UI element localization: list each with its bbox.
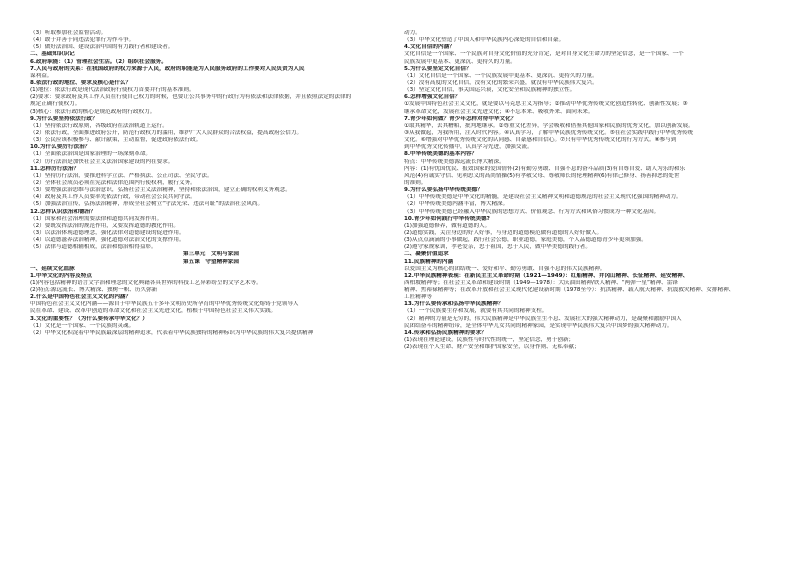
text-line: （1）全面依法治国是国家治理的一场深刻革命。 bbox=[30, 151, 152, 158]
text-line: 工匠精神等 bbox=[404, 294, 432, 301]
heading-line: 9.为什么要坚持依法行政？ bbox=[30, 115, 98, 122]
heading-line: 8.中华传统美德的基本内容？ bbox=[404, 151, 478, 158]
text-line: （2）中华传统美德内涵丰富，博大精深。 bbox=[404, 201, 509, 208]
left-column bbox=[30, 30, 392, 554]
heading-line: 9.为什么要弘扬中华传统美德？ bbox=[404, 187, 483, 194]
heading-line: 4.文化自信的内涵？ bbox=[404, 44, 455, 51]
text-line: （3）公民应该积极参与、献计献策，主动监督，促进政府依法行政。 bbox=[30, 137, 202, 144]
heading-line: 二、凝聚价值追求 bbox=[404, 251, 449, 258]
text-line: (2)要求：要求政府及其工作人员在行使自己权力的时候，也要让公共事务中的行政行为有依法和法律依据，并且依照法定的法律的 bbox=[30, 94, 352, 101]
text-line: 文化。⑥增强对中华优秀传统文化的认同感、自豪感和自信心。⑦只有中华优秀传统文化的行为方式。⑧参与到 bbox=[404, 137, 677, 144]
heading-line: 1.中华文化的内容及特点 bbox=[30, 272, 92, 279]
text-line: (1)内容包括精神的语言文字治和理念的文化典籍各具世界的科技工艺异彩纷呈的文学艺术等。 bbox=[30, 279, 262, 286]
text-line: （3）要增强法治思维与法治意识，弘扬社会主义法治精神，坚持和依法治国，建立正确的权利义务观念。 bbox=[30, 187, 291, 194]
text-line: （3）坚定文化自信，事关国运兴衰，文化安全和民族精神的独立性。 bbox=[404, 87, 576, 94]
text-line: ③从我做起，为我所用，注入时代内容。④认真学习，了解中华民族优秀传统文化。⑤在社会实践中践行中华优秀传统 bbox=[404, 129, 694, 136]
text-line: （2）要既发挥法治的规范作用，又要发挥道德的教化作用。 bbox=[30, 222, 179, 229]
text-line: 民族发展中更基本、更深沉、更持久的力量。 bbox=[404, 58, 516, 65]
heading-line: 10.为什么要厉行法治？ bbox=[30, 144, 91, 151]
text-line: (1)表现在理论建设，民族性与时代性的统一，坚定信念，勇于创新； bbox=[404, 337, 575, 344]
text-line: （4）敢于并善于同违法犯罪行为作斗争。 bbox=[30, 37, 135, 44]
lesson-title-line: 第五课 守望精神家园 bbox=[183, 258, 239, 265]
text-line: 风范(4)有诚实守信、见利思义的高尚情操(5)有孝敬父母、尊敬师长的伦理精神(6)有律己修身、扬善抑恶的处世 bbox=[404, 172, 680, 179]
text-line: 以爱国主义为核心的团结统一、爱好和平、勤劳勇敢、自强不息的伟大民族精神。 bbox=[404, 265, 606, 272]
text-line: 内容：(1)有忧国忧民、报效国家的爱国情怀(2)有勤劳勇敢、自强不息的奋斗品质(3)有自尊自爱、助人为乐的和乐 bbox=[404, 165, 686, 172]
text-line: （3）以法治体现道德理念，强化法律对道德建设的促进作用。 bbox=[30, 229, 185, 236]
heading-line: 5.为什么要坚定文化自信？ bbox=[404, 65, 472, 72]
heading-line: 7.青少年如何做？青少年怎样对待中华文化？ bbox=[404, 115, 517, 122]
text-line: （2）全体社会成员必须在宪法和法律范围内行使权利，履行义务。 bbox=[30, 179, 196, 186]
text-line: 民在革命、建设、改革中创造的革命文化和社会主义先进文化，植根于中国特色社会主义伟大实践。 bbox=[30, 308, 277, 315]
text-line: 文化自信是一个国家、一个民族对自身文化价值的充分肯定，是对自身文化生命力的坚定信念，是一个国家、一个 bbox=[404, 51, 684, 58]
heading-line: 3.文化的重要性？（为什么要传承中华文化？） bbox=[30, 315, 148, 322]
text-line: （1）一个民族要生存和发展，就要有其共同的精神支柱。 bbox=[404, 308, 548, 315]
text-line: （5）做好法治国、建设法治中国的有力践行者和建设者。 bbox=[30, 44, 174, 51]
text-line: (2)道德实践，关注身边的好人好事，与身边的道德模范做有道德的人好好做人。 bbox=[404, 229, 603, 236]
heading-line: 14.传承和弘扬民族精神的要求？ bbox=[404, 329, 487, 336]
heading-line: 6.政府职能：（1）管理社会生活。（2）组织社会服务。 bbox=[30, 58, 167, 65]
text-line: （3）听取参加社会监督活动。 bbox=[30, 30, 107, 36]
text-line: (1)加强道德修养，做有道德的人。 bbox=[404, 222, 491, 229]
text-line: （1）文化自信是一个国家、一个民族发展中更基本、更深沉、更持久的力量。 bbox=[404, 72, 598, 79]
heading-line: 11.民族精神的内涵 bbox=[404, 258, 454, 265]
text-line: 谋利益。 bbox=[30, 72, 53, 79]
text-line: （5）加强法治宣传，弘扬法治精神，形成全社会树立“守法光荣、违法可耻”的法治社会风尚。 bbox=[30, 201, 264, 208]
text-line: (3)核心：依法行政的核心是规范政府的行政权力。 bbox=[30, 108, 156, 115]
text-line: （2）中华文化积淀着中华民族最深层的精神追求，代表着中华民族独特的精神标识为中华民族的伟大复兴提供精神 bbox=[30, 329, 314, 336]
heading-line: 13.为什么要传承和弘扬中华民族精神？ bbox=[404, 301, 504, 308]
text-line: （1）坚持厉行法治，要推进科学立法、严格执法、公正司法、全民守法。 bbox=[30, 172, 213, 179]
heading-line: 10.青少年如何践行中华传统美德? bbox=[404, 215, 490, 222]
heading-line: 一、延续文化血脉 bbox=[30, 265, 75, 272]
text-line: (1)地位：依法行政是现代法治政府行使权力首要并行的基本准则。 bbox=[30, 87, 195, 94]
heading-line: 6.怎样增强文化自信？ bbox=[404, 94, 461, 101]
text-line: 精神、焦裕禄精神等；在改革开放和社会主义现代化建设新时期（1978至今）：抗洪精神、载人航天精神、抗震救灾精神、女排精神、 bbox=[404, 287, 735, 294]
text-line: （2）没有高度的文化自信，没有文化的繁荣兴盛，就没有中华民族伟大复兴。 bbox=[404, 79, 598, 86]
text-line: （4）以道德滋养法治精神，强化道德对法治文化的支撑作用。 bbox=[30, 237, 185, 244]
text-line: （1）坚持依法行政原则，各级政府在法治轨道上运行。 bbox=[30, 122, 168, 129]
text-line: （3）中华文化塑造了中国人和中华民族内心深处的自信和自豪。 bbox=[404, 37, 565, 44]
text-line: （2）厉行法治是加快社会主义法治国家建设的内在要求。 bbox=[30, 158, 174, 165]
heading-line: 2.什么是中国特色社会主义文化的内涵？ bbox=[30, 294, 132, 301]
text-line: 中国特色社会主义文化内涵——源自于中华民族五千多年文明历史所孕育的中华优秀传统文化熔铸于党领导人 bbox=[30, 301, 299, 308]
text-line: ①取其精华，去其糟粕，批判地继承。②尊重文化差异，学会吸收和借鉴其他国家和民族的优秀文化，加以创新发展。 bbox=[404, 122, 694, 129]
text-line: 民团结奋斗的精神纽带，是全体中华儿女共同的精神家园，是实现中华民族伟大复兴中国梦的强大精神动力。 bbox=[404, 322, 673, 329]
text-line: 西柏坡精神等；在社会主义革命和建设时期（1949—1978）：大庆油田精神/铁人精神、“两弹一星”精神、雷锋 bbox=[404, 279, 678, 286]
text-line: （1）中华传统美德是中华文化的精髓，是建设社会主义精神文明和道德规范的社会主义现代化强国的精神动力。 bbox=[404, 194, 682, 201]
heading-line: 12.中华民族精神表现：在新民主主义革命时期（1921—1949）：红船精神、井冈山精神、长征精神、延安精神、 bbox=[404, 272, 689, 279]
heading-line: 11.怎样厉行法治？ bbox=[30, 165, 80, 172]
heading-line: 二、基础知识识记 bbox=[30, 51, 75, 58]
text-line: （2）精神的力量是无穷的，伟大民族精神是中华民族生生不息、发展壮大的强大精神动力，是凝聚和激励中国人 bbox=[404, 315, 682, 322]
lesson-title-line: 第三单元 文明与家园 bbox=[183, 251, 239, 258]
text-line: （4）政府及其工作人员要率先依法行政，带动社会公民共同守法。 bbox=[30, 194, 196, 201]
text-line: 规定正确行使权力。 bbox=[30, 101, 81, 108]
text-line: (3)从点点滴滴的小事做起，践行社会公德，职业道德，家庭美德，个人品德道德青少年更须加强。 bbox=[404, 237, 647, 244]
right-column bbox=[404, 30, 766, 554]
text-line: 特点：中华传统美德源远流长博大精深。 bbox=[404, 158, 505, 165]
text-line: ①发展中国特色社会主义文化，就是要以马克思主义为指导；②推动中华优秀传统文化创造性转化、创新性发展；③ bbox=[404, 101, 688, 108]
text-line: (2)表现在个人生命、财产安全和维护国家安全，以身作则、无私奉献； bbox=[404, 344, 580, 351]
text-line: （5）法律与道德相辅相成，法治和德治相得益彰。 bbox=[30, 244, 157, 251]
text-line: 动力。 bbox=[404, 30, 421, 36]
heading-line: 8.依法行政的地位、要求及核心是什么？ bbox=[30, 79, 132, 86]
heading-line: 7.人民与政府的关系：在我国政府的权力来源于人民，政府的职能是为人民服务政府的工作要对人民负责为人民 bbox=[30, 65, 305, 72]
text-line: (2)遵守家规家训，孝老爱亲，忠于祖国，忠于人民，做中华美德的践行者。 bbox=[404, 244, 591, 251]
text-line: 到中华优秀文化传播中，认真学习先进，加强交流。 bbox=[404, 144, 533, 151]
text-line: （2）依法行政，全面推进政府公开，防范行政权力的滥用，维护广大人民群众的合法权益，提高政府公信力。 bbox=[30, 129, 303, 136]
text-line: （3）中华传统美德已经融入中华民族的思想方式、价值观念、行为方式和风俗习惯成为一种文化基因。 bbox=[404, 208, 660, 215]
text-line: （1）国家和社会治理需要法律和道德共同发挥作用。 bbox=[30, 215, 163, 222]
heading-line: 12.怎样认识法治和德治？ bbox=[30, 208, 96, 215]
text-line: （1）文化是一个国家、一个民族的灵魂。 bbox=[30, 322, 135, 329]
text-line: (2)特点:源远流长、博大精深、独树一帜、历久弥新 bbox=[30, 287, 158, 294]
text-line: 继承革命文化，发展社会主义先进文化；④不忘本来、吸收外来、面向未来。 bbox=[404, 108, 594, 115]
text-line: 的准则。 bbox=[404, 179, 427, 186]
